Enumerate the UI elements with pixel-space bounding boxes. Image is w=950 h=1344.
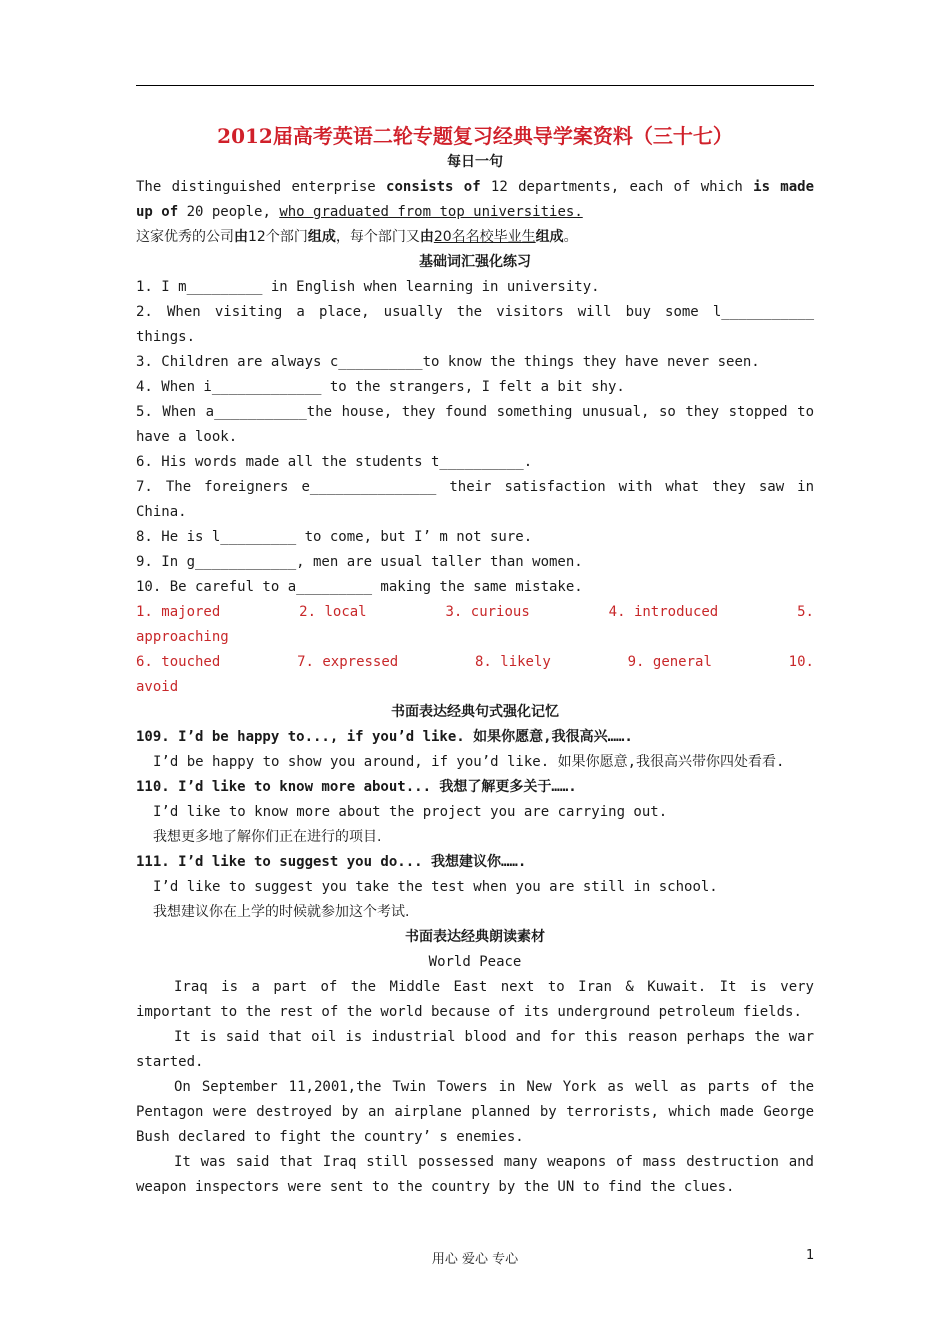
answer: 5.: [797, 604, 814, 620]
reading-paragraph: It was said that Iraq still possessed many weapons of mass destruction and weapon inspectors were sent to the country by the UN to find the clues.: [136, 1154, 814, 1195]
reading-subtitle: World Peace: [428, 954, 522, 970]
daily-zh-part: 。: [563, 229, 578, 245]
vocab-item: 4. When i_____________ to the strangers, I felt a bit shy.: [136, 379, 625, 395]
answer: 9. general: [627, 654, 712, 670]
daily-heading: 每日一句: [447, 154, 503, 170]
reading-paragraph: It is said that oil is industrial blood and for this reason perhaps the war started.: [136, 1029, 814, 1070]
daily-en-part: 20 people,: [178, 204, 280, 220]
page-number: 1: [806, 1248, 815, 1263]
answer: 7. expressed: [297, 654, 399, 670]
daily-zh-bold: 组成: [307, 229, 336, 245]
answer-wrap: avoid: [136, 679, 179, 695]
vocab-item: 8. He is l_________ to come, but I’ m not sure.: [136, 529, 533, 545]
answer: 8. likely: [474, 654, 551, 670]
reading-paragraph: On September 11,2001,the Twin Towers in New York as well as parts of the Pentagon were destroyed by an airplane planned by terrorists, which made George Bush declared to fight the country’ s enemies.: [136, 1079, 814, 1145]
document-body: [136, 150, 814, 1200]
header-rule: [136, 85, 814, 86]
vocab-answers: [136, 600, 814, 700]
daily-zh-bold: 由: [419, 229, 434, 245]
pattern-example-en: I’d be happy to show you around, if you’d like. 如果你愿意,我很高兴带你四处看看.: [153, 754, 785, 770]
pattern-example-zh: 我想更多地了解你们正在进行的项目.: [153, 829, 382, 845]
daily-zh-part: ，每个部门又: [335, 229, 420, 245]
pattern-example-en: I’d like to suggest you take the test when you are still in school.: [153, 879, 718, 895]
patterns-heading: 书面表达经典句式强化记忆: [391, 704, 559, 720]
vocab-item: 10. Be careful to a_________ making the same mistake.: [136, 579, 583, 595]
vocab-item: 3. Children are always c__________to know the things they have never seen.: [136, 354, 760, 370]
daily-zh-part: 这家优秀的公司: [136, 229, 234, 245]
daily-zh-bold: 组成: [535, 229, 564, 245]
answer-wrap: approaching: [136, 629, 229, 645]
answer: 10.: [788, 654, 814, 670]
answer: 3. curious: [445, 604, 530, 620]
pattern-title: 110. I’d like to know more about... 我想了解更多关于…….: [136, 779, 577, 795]
daily-en-part: 12 departments, each of which: [480, 179, 754, 195]
answer: 4. introduced: [608, 604, 719, 620]
daily-en-bold: is made up of: [136, 179, 815, 220]
vocab-item: 7. The foreigners e_______________ their satisfaction with what they saw in China.: [136, 479, 814, 520]
answer: 2. local: [299, 604, 367, 620]
vocab-heading: 基础词汇强化练习: [419, 254, 531, 270]
daily-en-bold: consists of: [386, 179, 481, 195]
pattern-example-en: I’d like to know more about the project you are carrying out.: [153, 804, 668, 820]
answers-row: [136, 650, 814, 675]
daily-sentence-en: [136, 175, 814, 225]
daily-sentence-zh: [136, 225, 814, 250]
pattern-title: 111. I’d like to suggest you do... 我想建议你…….: [136, 854, 527, 870]
reading-paragraph: Iraq is a part of the Middle East next to Iran & Kuwait. It is very important to the rest of the world because of its underground petroleum fields.: [136, 979, 814, 1020]
daily-zh-bold: 由: [234, 229, 248, 245]
answers-row: [136, 600, 814, 625]
vocab-item: 9. In g____________, men are usual taller than women.: [136, 554, 583, 570]
reading-heading: 书面表达经典朗读素材: [405, 929, 545, 945]
daily-zh-part: 12个部门: [248, 229, 308, 245]
pattern-title: 109. I’d be happy to..., if you’d like. 如果你愿意,我很高兴…….: [136, 729, 633, 745]
answer: 1. majored: [136, 604, 221, 620]
vocab-item: 2. When visiting a place, usually the visitors will buy some l___________ things.: [136, 304, 814, 345]
document-title: 2012届高考英语二轮专题复习经典导学案资料（三十七）: [217, 124, 733, 148]
answer: 6. touched: [136, 654, 221, 670]
daily-zh-underline: 20名名校毕业生: [433, 229, 536, 245]
vocab-item: 5. When a___________the house, they found something unusual, so they stopped to have a look.: [136, 404, 814, 445]
footer-motto: 用心 爱心 专心: [431, 1252, 519, 1267]
daily-en-underline: who graduated from top universities.: [279, 204, 583, 220]
vocab-item: 6. His words made all the students t__________.: [136, 454, 533, 470]
pattern-example-zh: 我想建议你在上学的时候就参加这个考试.: [153, 904, 410, 920]
vocab-item: 1. I m_________ in English when learning in university.: [136, 279, 600, 295]
daily-en-part: The distinguished enterprise: [136, 179, 387, 195]
